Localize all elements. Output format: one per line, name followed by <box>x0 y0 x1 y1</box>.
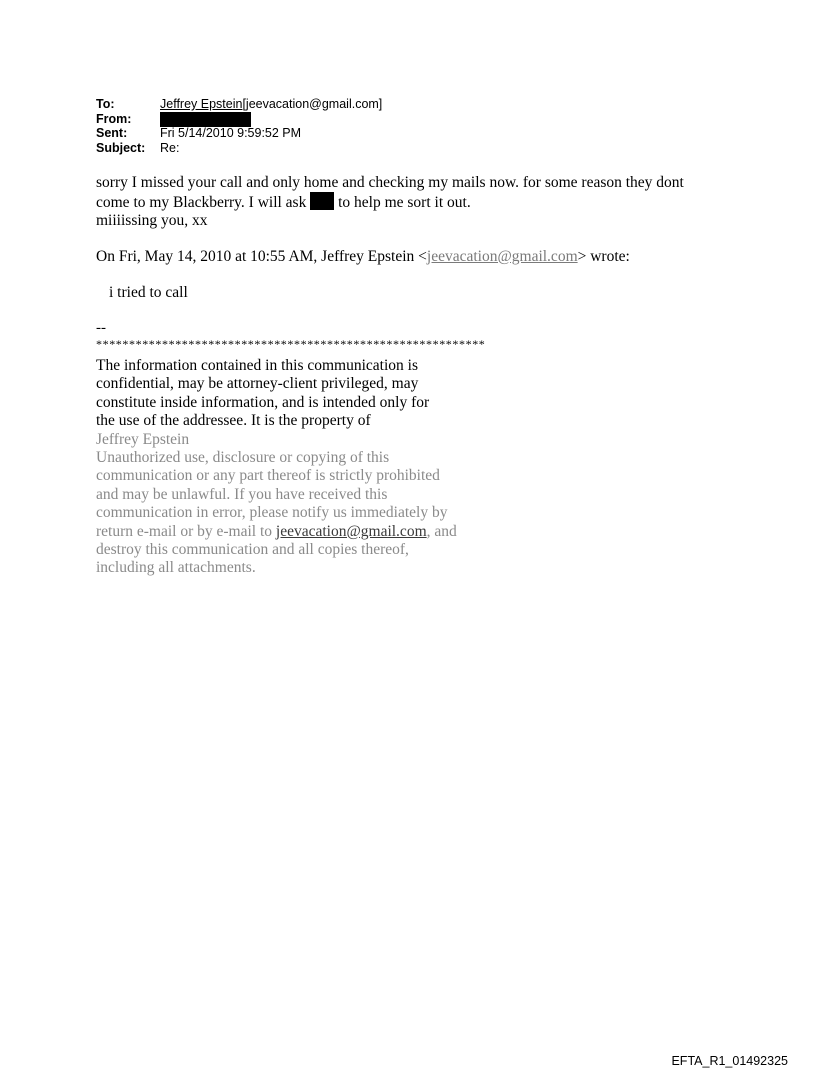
body-line-2 <box>96 192 716 212</box>
to-value <box>160 97 382 112</box>
to-label: To: <box>96 97 115 111</box>
from-row <box>96 112 382 127</box>
disclaimer-return-line <box>96 523 516 541</box>
disclaimer-line: destroy this communication and all copies thereof, <box>96 541 409 559</box>
disclaimer-line: the use of the addressee. It is the property of <box>96 412 371 430</box>
disclaimer-grey-block <box>96 431 516 578</box>
document-id: EFTA_R1_01492325 <box>671 1054 788 1068</box>
to-email: [jeevacation@gmail.com] <box>242 97 383 111</box>
body-line-3: miiiissing you, xx <box>96 212 208 229</box>
disclaimer-line: and may be unlawful. If you have received this <box>96 485 388 503</box>
body-line-2-before: come to my Blackberry. I will ask <box>96 194 307 211</box>
sent-row <box>96 126 382 141</box>
subject-label: Subject: <box>96 140 146 155</box>
disclaimer-line: The information contained in this communication is <box>96 357 418 374</box>
disclaimer-line: communication in error, please notify us immediately by <box>96 504 448 522</box>
quoted-message: i tried to call <box>109 284 188 301</box>
body-line-1: sorry I missed your call and only home and checking my mails now. for some reason they dont <box>96 174 684 191</box>
disclaimer-line: communication or any part thereof is strictly prohibited <box>96 467 440 485</box>
sent-value: Fri 5/14/2010 9:59:52 PM <box>160 126 302 140</box>
return-before: return e-mail or by e-mail to <box>96 522 276 540</box>
disclaimer <box>96 357 516 578</box>
signature-stars: *********************************************************** <box>96 337 486 351</box>
signature-dashes: -- <box>96 320 106 336</box>
subject-row <box>96 141 382 156</box>
disclaimer-line: Unauthorized use, disclosure or copying of this <box>96 449 390 467</box>
body-line-2-after: to help me sort it out. <box>338 194 471 211</box>
subject-value: Re: <box>160 140 180 155</box>
reply-attribution <box>96 248 716 266</box>
sent-label: Sent: <box>96 126 128 140</box>
disclaimer-email-link[interactable]: jeevacation@gmail.com <box>275 522 427 540</box>
disclaimer-line: Jeffrey Epstein <box>96 430 190 448</box>
reply-after: > wrote: <box>577 248 630 265</box>
inline-redaction-box <box>310 192 334 210</box>
from-redaction-box <box>160 112 251 127</box>
return-after: , and <box>426 522 457 540</box>
disclaimer-line: confidential, may be attorney-client privileged, may <box>96 375 419 393</box>
email-header <box>96 97 382 155</box>
disclaimer-line: including all attachments. <box>96 559 256 577</box>
spacer <box>96 266 716 284</box>
reply-before: On Fri, May 14, 2010 at 10:55 AM, Jeffrey Epstein < <box>96 248 427 265</box>
to-row <box>96 97 382 112</box>
disclaimer-line: constitute inside information, and is intended only for <box>96 393 430 411</box>
reply-email-link[interactable]: jeevacation@gmail.com <box>426 248 578 265</box>
to-name: Jeffrey Epstein <box>160 97 243 111</box>
email-body <box>96 174 716 302</box>
spacer <box>96 230 716 248</box>
from-label: From: <box>96 111 132 126</box>
